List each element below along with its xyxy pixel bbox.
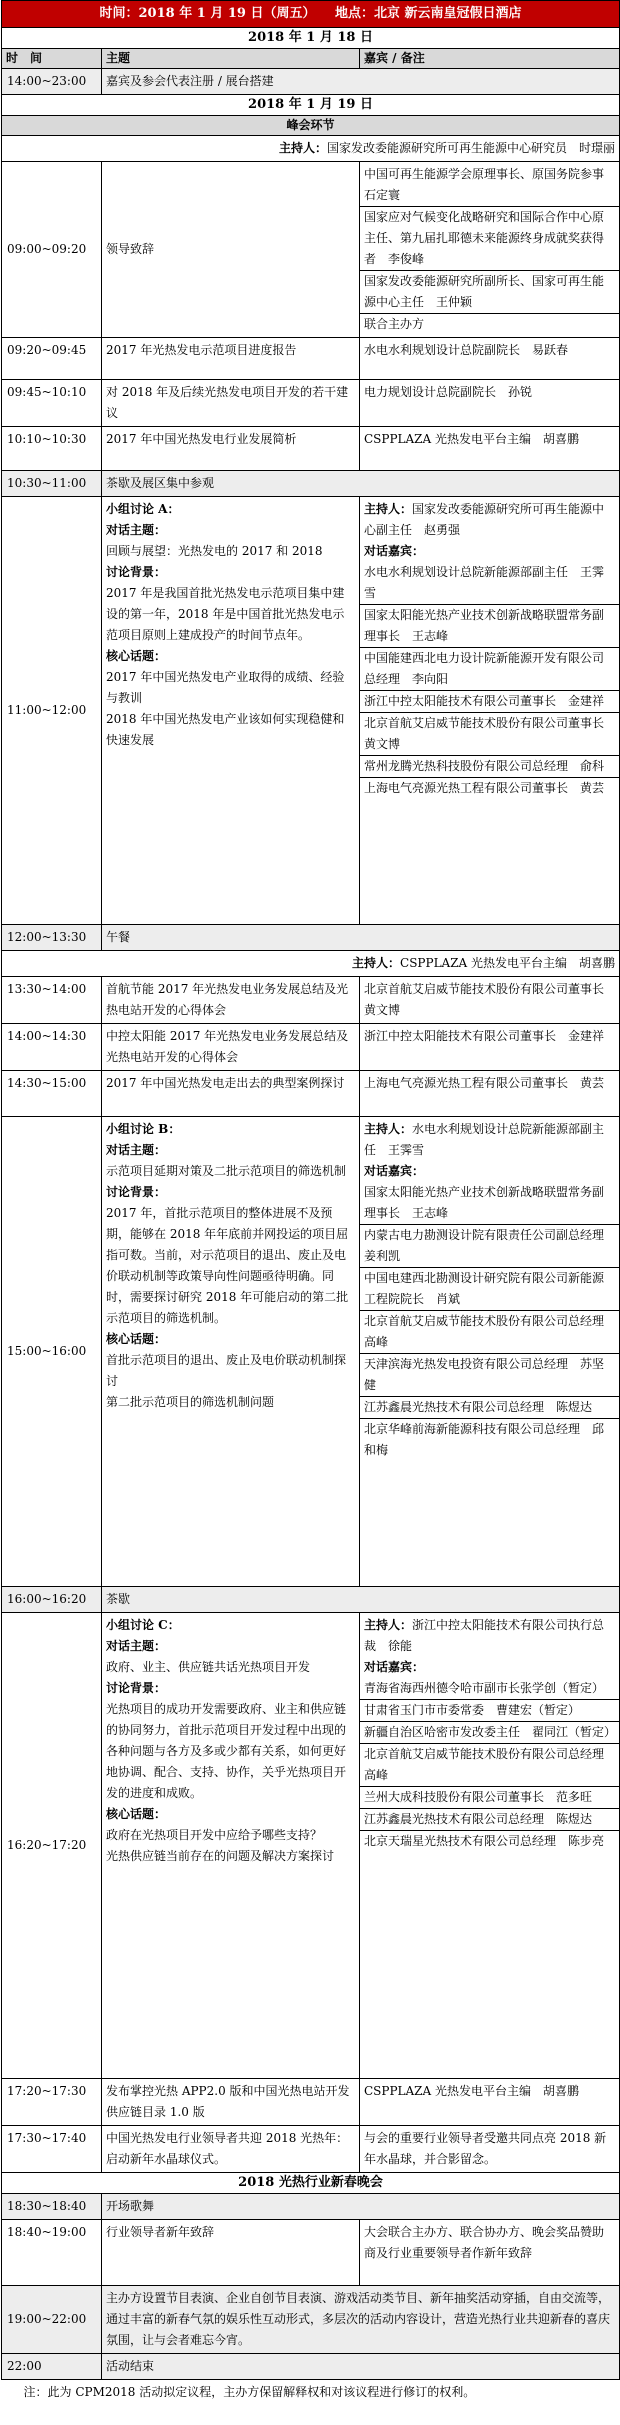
guest-entry: 国家发改委能源研究所副所长、国家可再生能源中心主任 王仲颖 — [360, 270, 619, 313]
panel-a-details — [102, 497, 360, 925]
agenda-row — [2, 338, 620, 380]
gala-title-row — [2, 2173, 620, 2194]
host-label: 主持人： — [279, 141, 328, 155]
header-row — [2, 1, 620, 28]
row-time: 09:45~10:10 — [2, 380, 102, 427]
host-label: 主持人： — [364, 1122, 413, 1136]
agenda-row — [2, 380, 620, 427]
row-topic: 2017 年光热发电示范项目进度报告 — [102, 338, 360, 380]
col-topic-header: 主题 — [102, 49, 360, 69]
row-topic: 行业领导者新年致辞 — [102, 2220, 360, 2286]
host-text: 国家发改委能源研究所可再生能源中心研究员 时璟丽 — [327, 141, 616, 155]
row-time: 18:40~19:00 — [2, 2220, 102, 2286]
row-guest: 与会的重要行业领导者受邀共同点亮 2018 新年水晶球，并合影留念。 — [360, 2126, 620, 2173]
guest-entry: 北京首航艾启威节能技术股份有限公司董事长 黄文博 — [360, 712, 619, 755]
panel-a-row — [2, 497, 620, 925]
guest-entry: 浙江中控太阳能技术有限公司董事长 金建祥 — [360, 690, 619, 712]
row-topic: 首航节能 2017 年光热发电业务发展总结及光热电站开发的心得体会 — [102, 977, 360, 1024]
row-topic: 2017 年中国光热发电行业发展简析 — [102, 427, 360, 471]
footer-note: 注：此为 CPM2018 活动拟定议程，主办方保留解释权和对该议程进行修订的权利。 — [23, 2385, 476, 2399]
row-topic: 领导致辞 — [102, 162, 360, 338]
panel-b-row — [2, 1117, 620, 1587]
agenda-row — [2, 977, 620, 1024]
row-time: 09:20~09:45 — [2, 338, 102, 380]
footer-row — [2, 2380, 620, 2402]
panel-title: 小组讨论 B： — [106, 1122, 181, 1136]
agenda-row — [2, 1071, 620, 1117]
row-guest: 电力规划设计总院副院长 孙锐 — [360, 380, 620, 427]
row-time: 19:00~22:00 — [2, 2286, 102, 2354]
gala-row — [2, 2286, 620, 2354]
row-guest: CSPPLAZA 光热发电平台主编 胡喜鹏 — [360, 427, 620, 471]
guest-entry: 水电水利规划设计总院新能源部副主任 王霁雪 — [364, 565, 605, 600]
theme-label: 对话主题： — [106, 1143, 167, 1157]
row-time: 16:00~16:20 — [2, 1587, 102, 1613]
core-topic: 政府在光热项目开发中应给予哪些支持？ — [106, 1828, 323, 1842]
guest-entry: 北京华峰前海新能源科技有限公司总经理 邱和梅 — [360, 1418, 619, 1461]
day2-date: 2018 年 1 月 19 日 — [2, 95, 620, 116]
background-text: 光热项目的成功开发需要政府、业主和供应链的协同努力，首批示范项目开发过程中出现的各种问题与各方及多或少都有关系，如何更好地协调、配合、支持、协作，关乎光热项目开发的进度和成败。 — [106, 1702, 347, 1800]
core-topic: 光热供应链当前存在的问题及解决方案探讨 — [106, 1849, 335, 1863]
theme-text: 政府、业主、供应链共话光热项目开发 — [106, 1660, 311, 1674]
panel-c-guests — [360, 1613, 620, 2079]
row-topic: 主办方设置节目表演、企业自创节目表演、游戏活动类节目、新年抽奖活动穿插，自由交流等，通过丰富的新春气氛的娱乐性互动形式，多层次的活动内容设计，营造光热行业共迎新春的喜庆氛围，让与会者难忘今宵。 — [102, 2286, 620, 2354]
guest-entry: 新疆自治区哈密市发改委主任 翟同江（暂定） — [360, 1721, 619, 1743]
row-topic: 中控太阳能 2017 年光热发电业务发展总结及光热电站开发的心得体会 — [102, 1024, 360, 1071]
summit-title: 峰会环节 — [2, 116, 620, 136]
guests-label: 对话嘉宾： — [364, 1164, 425, 1178]
guest-entry: 兰州大成科技股份有限公司董事长 范多旺 — [360, 1786, 619, 1808]
guest-entry: 江苏鑫晨光热技术有限公司总经理 陈煜达 — [360, 1808, 619, 1830]
host-label: 主持人： — [364, 502, 413, 516]
guests-label: 对话嘉宾： — [364, 544, 425, 558]
col-time-header: 时 间 — [2, 49, 102, 69]
guest-entry: 联合主办方 — [360, 313, 619, 335]
agenda-row — [2, 1024, 620, 1071]
row-time: 10:10~10:30 — [2, 427, 102, 471]
agenda-table — [1, 0, 620, 2401]
core-topic: 2018 年中国光热发电产业该如何实现稳健和快速发展 — [106, 712, 345, 747]
lunch-row — [2, 925, 620, 951]
row-time: 14:00~14:30 — [2, 1024, 102, 1071]
opening-speech-row — [2, 162, 620, 338]
guest-entry: 青海省海西州德令哈市副市长张学创（暂定） — [364, 1681, 605, 1695]
row-guest: 水电水利规划设计总院副院长 易跃春 — [360, 338, 620, 380]
theme-label: 对话主题： — [106, 523, 167, 537]
panel-a-guests — [360, 497, 620, 925]
guest-entry: 常州龙腾光热科技股份有限公司总经理 俞科 — [360, 755, 619, 777]
host-text: 浙江中控太阳能技术有限公司执行总裁 徐能 — [364, 1618, 605, 1653]
row-time: 11:00~12:00 — [2, 497, 102, 925]
row-time: 10:30~11:00 — [2, 471, 102, 497]
row-time: 15:00~16:00 — [2, 1117, 102, 1587]
row-time: 18:30~18:40 — [2, 2194, 102, 2220]
theme-label: 对话主题： — [106, 1639, 167, 1653]
row-guest: CSPPLAZA 光热发电平台主编 胡喜鹏 — [360, 2079, 620, 2126]
row-time: 09:00~09:20 — [2, 162, 102, 338]
panel-c-details — [102, 1613, 360, 2079]
core-topics-label: 核心话题： — [106, 1332, 167, 1346]
row-topic: 茶歇及展区集中参观 — [102, 471, 620, 497]
summit-title-row — [2, 116, 620, 136]
agenda-row — [2, 427, 620, 471]
row-time: 13:30~14:00 — [2, 977, 102, 1024]
row-time: 17:20~17:30 — [2, 2079, 102, 2126]
guest-entry: 国家太阳能光热产业技术创新战略联盟常务副理事长 王志峰 — [364, 1185, 605, 1220]
guest-entry: 国家应对气候变化战略研究和国际合作中心原主任、第九届扎耶德未来能源终身成就奖获得者 李俊峰 — [360, 206, 619, 270]
gala-row — [2, 2354, 620, 2380]
core-topic: 首批示范项目的退出、废止及电价联动机制探讨 — [106, 1353, 347, 1388]
guest-entry: 北京天瑞星光热技术有限公司总经理 陈步亮 — [360, 1830, 619, 1852]
core-topics-label: 核心话题： — [106, 649, 167, 663]
panel-b-details — [102, 1117, 360, 1587]
event-location: 地点：北京 新云南皇冠假日酒店 — [334, 6, 522, 21]
core-topic: 第二批示范项目的筛选机制问题 — [106, 1395, 275, 1409]
guest-entry: 天津滨海光热发电投资有限公司总经理 苏坚健 — [360, 1353, 619, 1396]
row-guests — [360, 162, 620, 338]
row-time: 16:20~17:20 — [2, 1613, 102, 2079]
theme-text: 回顾与展望：光热发电的 2017 和 2018 — [106, 544, 323, 558]
core-topic: 2017 年中国光热发电产业取得的成绩、经验与教训 — [106, 670, 345, 705]
row-time: 14:00~23:00 — [2, 69, 102, 95]
guests-label: 对话嘉宾： — [364, 1660, 425, 1674]
core-topics-label: 核心话题： — [106, 1807, 167, 1821]
afternoon-host — [2, 951, 620, 977]
row-time: 22:00 — [2, 2354, 102, 2380]
break-row — [2, 1587, 620, 1613]
guest-entry: 中国能建西北电力设计院新能源开发有限公司总经理 李向阳 — [360, 647, 619, 690]
panel-host — [364, 1615, 615, 1657]
host2-row — [2, 951, 620, 977]
guest-entry: 上海电气亮源光热工程有限公司董事长 黄芸 — [360, 777, 619, 799]
agenda-row — [2, 2126, 620, 2173]
row-guest: 浙江中控太阳能技术有限公司董事长 金建祥 — [360, 1024, 620, 1071]
row-topic: 开场歌舞 — [102, 2194, 620, 2220]
host-text: 国家发改委能源研究所可再生能源中心副主任 赵勇强 — [364, 502, 605, 537]
day1-date: 2018 年 1 月 18 日 — [2, 28, 620, 49]
host-label: 主持人： — [352, 956, 401, 970]
guest-entry: 北京首航艾启威节能技术股份有限公司总经理 高峰 — [360, 1310, 619, 1353]
guest-entry: 甘肃省玉门市市委常委 曹建宏（暂定） — [360, 1699, 619, 1721]
event-header — [2, 1, 620, 28]
guest-entry: 中国电建西北勘测设计研究院有限公司新能源工程院院长 肖斌 — [360, 1267, 619, 1310]
panel-host — [364, 499, 615, 541]
guest-entry: 国家太阳能光热产业技术创新战略联盟常务副理事长 王志峰 — [360, 604, 619, 647]
agenda-row — [2, 2079, 620, 2126]
row-time: 12:00~13:30 — [2, 925, 102, 951]
gala-row — [2, 2194, 620, 2220]
day2-date-row — [2, 95, 620, 116]
guest-entry: 内蒙古电力勘测设计院有限责任公司副总经理 姜利凯 — [360, 1224, 619, 1267]
registration-row — [2, 69, 620, 95]
row-topic: 发布掌控光热 APP2.0 版和中国光热电站开发供应链目录 1.0 版 — [102, 2079, 360, 2126]
background-text: 2017 年是我国首批光热发电示范项目集中建设的第一年，2018 年是中国首批光热发电示范项目原则上建成投产的时间节点年。 — [106, 586, 345, 642]
guest-entry: 中国可再生能源学会原理事长、原国务院参事 石定寰 — [364, 167, 617, 202]
host-text: CSPPLAZA 光热发电平台主编 胡喜鹏 — [400, 956, 616, 970]
background-label: 讨论背景： — [106, 1681, 167, 1695]
row-topic: 中国光热发电行业领导者共迎 2018 光热年：启动新年水晶球仪式。 — [102, 2126, 360, 2173]
row-topic: 午餐 — [102, 925, 620, 951]
host1-row — [2, 136, 620, 162]
row-topic: 嘉宾及参会代表注册 / 展台搭建 — [102, 69, 620, 95]
column-header-row — [2, 49, 620, 69]
col-guest-header: 嘉宾 / 备注 — [360, 49, 620, 69]
panel-b-guests — [360, 1117, 620, 1587]
row-topic: 茶歇 — [102, 1587, 620, 1613]
row-topic: 2017 年中国光热发电走出去的典型案例探讨 — [102, 1071, 360, 1117]
background-label: 讨论背景： — [106, 565, 167, 579]
panel-c-row — [2, 1613, 620, 2079]
row-guest: 北京首航艾启威节能技术股份有限公司董事长 黄文博 — [360, 977, 620, 1024]
day1-date-row — [2, 28, 620, 49]
guest-entry: 江苏鑫晨光热技术有限公司总经理 陈煜达 — [360, 1396, 619, 1418]
break-row — [2, 471, 620, 497]
background-label: 讨论背景： — [106, 1185, 167, 1199]
panel-title: 小组讨论 C： — [106, 1618, 180, 1632]
event-time: 时间：2018 年 1 月 19 日（周五） — [99, 6, 309, 21]
row-time: 14:30~15:00 — [2, 1071, 102, 1117]
gala-row — [2, 2220, 620, 2286]
row-guest: 上海电气亮源光热工程有限公司董事长 黄芸 — [360, 1071, 620, 1117]
background-text: 2017 年，首批示范项目的整体进展不及预期，能够在 2018 年年底前并网投运的项目屈指可数。当前，对示范项目的退出、废止及电价联动机制等政策导向性问题亟待明确。同时，需要探讨研究 2018 年可能启动的第二批示范项目的筛选机制。 — [106, 1206, 349, 1325]
row-topic: 活动结束 — [102, 2354, 620, 2380]
morning-host — [2, 136, 620, 162]
panel-title: 小组讨论 A： — [106, 502, 180, 516]
theme-text: 示范项目延期对策及二批示范项目的筛选机制 — [106, 1164, 347, 1178]
host-text: 水电水利规划设计总院新能源部副主任 王霁雪 — [364, 1122, 605, 1157]
row-guest: 大会联合主办方、联合协办方、晚会奖品赞助商及行业重要领导者作新年致辞 — [360, 2220, 620, 2286]
panel-host — [364, 1119, 615, 1161]
guest-entry: 北京首航艾启威节能技术股份有限公司总经理 高峰 — [360, 1743, 619, 1786]
host-label: 主持人： — [364, 1618, 413, 1632]
row-topic: 对 2018 年及后续光热发电项目开发的若干建议 — [102, 380, 360, 427]
row-time: 17:30~17:40 — [2, 2126, 102, 2173]
gala-title: 2018 光热行业新春晚会 — [2, 2173, 620, 2194]
